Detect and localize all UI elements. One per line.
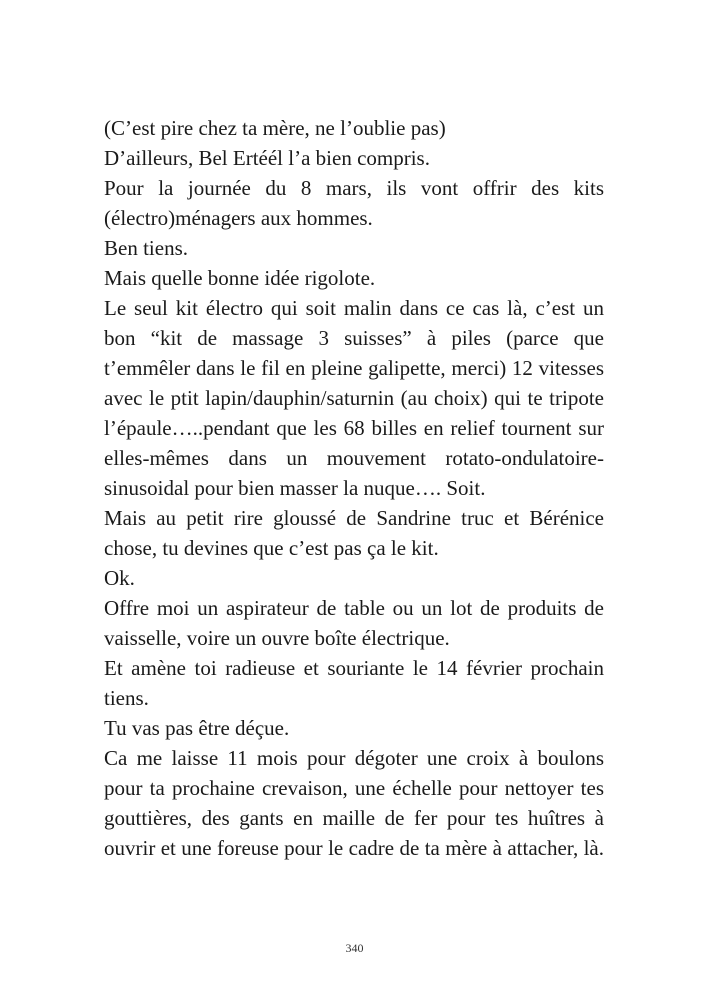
paragraph: Et amène toi radieuse et souriante le 14 février prochain tiens. — [104, 656, 604, 710]
page-number: 340 — [345, 941, 364, 955]
paragraph: Ca me laisse 11 mois pour dégoter une croix à boulons pour ta prochaine crevaison, une échelle pour nettoyer tes gouttières, des gants en maille de fer pour tes huîtres à ouvrir et une foreuse pour le cadre de ta mère à attacher, là. — [104, 746, 604, 860]
paragraph: Offre moi un aspirateur de table ou un lot de produits de vaisselle, voire un ouvre boîte électrique. — [104, 596, 604, 650]
paragraph: Mais au petit rire gloussé de Sandrine truc et Bérénice chose, tu devines que c’est pas ça le kit. — [104, 506, 604, 560]
paragraph: Pour la journée du 8 mars, ils vont offrir des kits (électro)ménagers aux hommes. — [104, 176, 604, 230]
paragraph: Le seul kit électro qui soit malin dans ce cas là, c’est un bon “kit de massage 3 suisses” à piles (parce que t’emmêler dans le fil en pleine galipette, merci) 12 vitesses avec le ptit lapin/dauphin/saturnin (au choix) qui te tripote l’épaule…..pendant que les 68 billes en relief tournent sur elles-mêmes dans un mouvement rotato-ondulatoire-sinusoidal pour bien masser la nuque…. Soit. — [104, 296, 604, 500]
paragraph: Mais quelle bonne idée rigolote. — [104, 266, 376, 290]
paragraph: Tu vas pas être déçue. — [104, 716, 290, 740]
body-text — [104, 113, 604, 863]
paragraph: Ok. — [104, 566, 135, 590]
paragraph: Ben tiens. — [104, 236, 188, 260]
paragraph: D’ailleurs, Bel Ertéél l’a bien compris. — [104, 146, 430, 170]
paragraph: (C’est pire chez ta mère, ne l’oublie pas) — [104, 116, 446, 140]
